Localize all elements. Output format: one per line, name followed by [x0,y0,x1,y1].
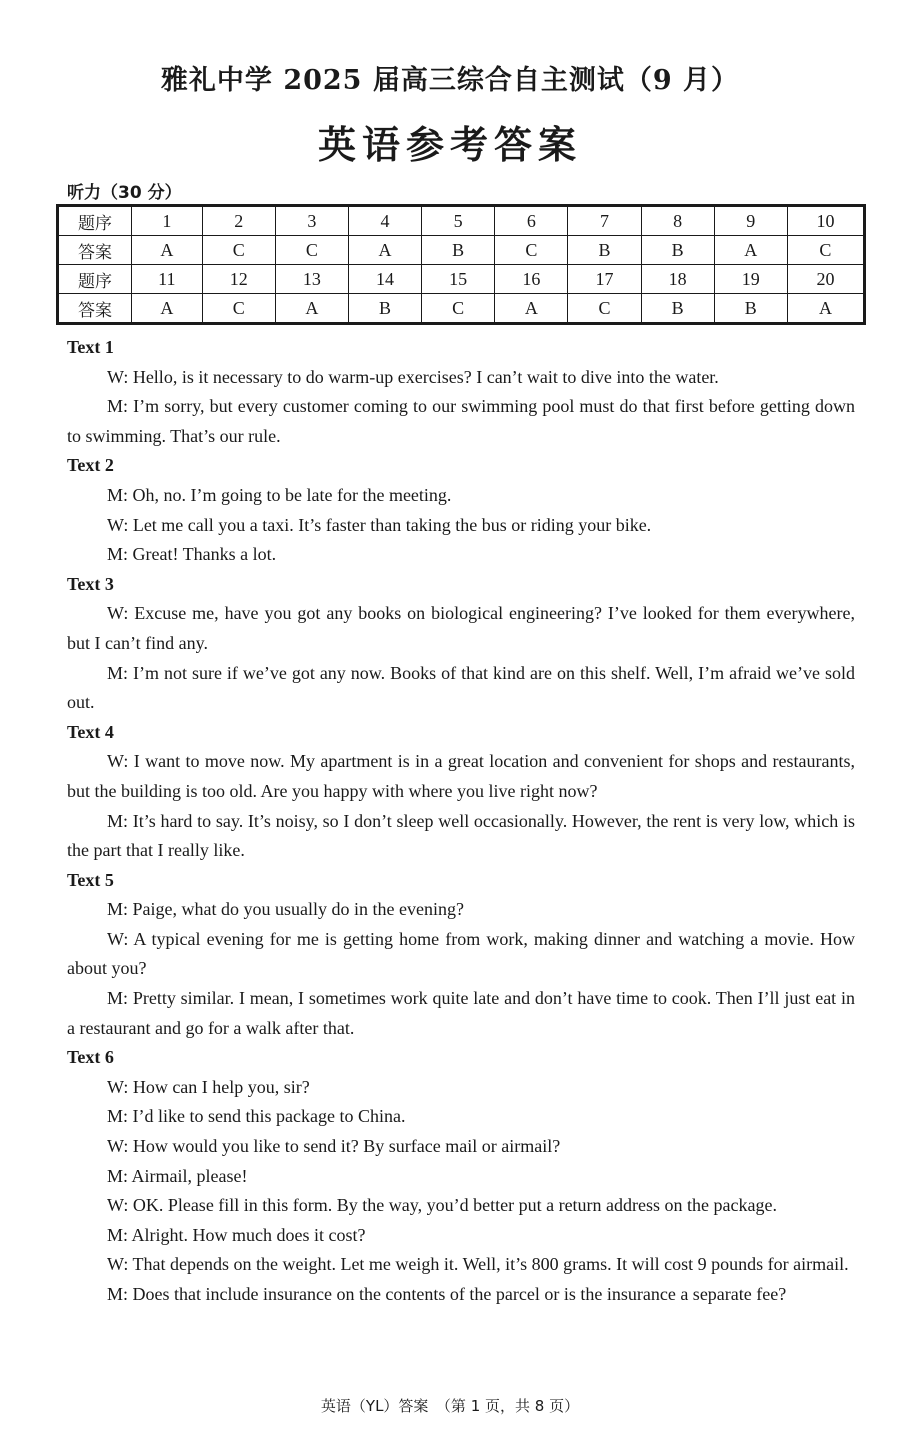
text-heading: Text 2 [67,455,114,476]
answer-table-cell: 4 [348,206,421,236]
dialogue-line: W: That depends on the weight. Let me weigh it. Well, it’s 800 grams. It will cost 9 pounds for airmail. [107,1254,849,1275]
page-footer: 英语（YL）答案 （第 1 页，共 8 页） [320,1397,580,1415]
answer-table-cell: 10 [787,206,864,236]
answer-table-row [58,236,865,265]
answer-table-cell: A [714,236,787,265]
answer-table-cell: 18 [641,265,714,294]
answer-table-cell: B [641,236,714,265]
answer-table-cell: 15 [422,265,495,294]
answer-table-cell: C [787,236,864,265]
answer-table-row [58,294,865,324]
answer-table-row [58,265,865,294]
answer-table-cell: C [202,294,275,324]
listening-transcript [67,333,855,1310]
dialogue-line: W: Excuse me, have you got any books on biological engineering? I’ve looked for them everywhere, but I can’t find any. [67,603,855,653]
answer-table-cell: B [641,294,714,324]
answer-table-cell: 6 [495,206,568,236]
dialogue-line: W: How can I help you, sir? [107,1076,310,1097]
answer-table-cell: B [348,294,421,324]
answer-table-cell: A [275,294,348,324]
text-heading: Text 1 [67,337,114,357]
answer-table-cell: C [202,236,275,265]
answer-table [56,204,866,325]
answer-table-cell: C [422,294,495,324]
answer-table-cell: B [714,294,787,324]
dialogue-line: M: I’m not sure if we’ve got any now. Books of that kind are on this shelf. Well, I’m afraid we’ve sold out. [67,662,855,713]
dialogue-line: W: How would you like to send it? By surface mail or airmail? [107,1136,561,1157]
dialogue-line: M: It’s hard to say. It’s noisy, so I don’t sleep well occasionally. However, the rent is very low, which is the part that I really like. [67,810,855,861]
dialogue-line: M: Airmail, please! [107,1165,248,1186]
dialogue-line: W: A typical evening for me is getting home from work, making dinner and watching a movie. How about you? [67,928,855,979]
answer-table-cell: 9 [714,206,787,236]
dialogue-line: M: Pretty similar. I mean, I sometimes work quite late and don’t have time to cook. Then I’ll just eat in a restaurant and go for a walk after that. [67,988,855,1038]
answer-table-cell: C [495,236,568,265]
text-heading: Text 3 [67,573,114,594]
text-heading: Text 5 [67,869,114,890]
answer-table-cell: 1 [132,206,203,236]
dialogue-line: W: Let me call you a taxi. It’s faster than taking the bus or riding your bike. [107,514,652,535]
dialogue-line: M: Great! Thanks a lot. [107,544,277,565]
answer-table-cell: 19 [714,265,787,294]
answer-table-cell: A [132,294,203,324]
answer-table-row-label: 题序 [58,206,132,236]
answer-table-cell: 11 [132,265,203,294]
answer-table-cell: 8 [641,206,714,236]
answer-table-cell: C [568,294,641,324]
text-heading: Text 6 [67,1047,114,1068]
answer-table-row-label: 题序 [58,265,132,294]
dialogue-line: M: Oh, no. I’m going to be late for the meeting. [107,484,452,505]
dialogue-line: M: I’d like to send this package to China. [107,1106,406,1127]
answer-table-cell: 13 [275,265,348,294]
answer-table-cell: 12 [202,265,275,294]
answer-table-cell: 16 [495,265,568,294]
answer-table-cell: 3 [275,206,348,236]
dialogue-line: W: OK. Please fill in this form. By the way, you’d better put a return address on the package. [107,1195,777,1216]
answer-table-cell: 2 [202,206,275,236]
answer-table-cell: B [568,236,641,265]
answer-table-cell: 5 [422,206,495,236]
answer-table-cell: 17 [568,265,641,294]
answer-table-cell: A [132,236,203,265]
answer-table-cell: 20 [787,265,864,294]
answer-table-cell: 14 [348,265,421,294]
answer-table-cell: A [787,294,864,324]
answer-table-cell: C [275,236,348,265]
answer-table-row-label: 答案 [58,236,132,265]
answer-table-cell: A [495,294,568,324]
answer-table-row-label: 答案 [58,294,132,324]
text-heading: Text 4 [67,721,114,742]
dialogue-line: M: Does that include insurance on the contents of the parcel or is the insurance a separate fee? [107,1284,787,1304]
answer-table-row [58,206,865,236]
answer-table-cell: B [422,236,495,265]
listening-section-heading: 听力（30 分） [67,183,182,203]
dialogue-line: M: Alright. How much does it cost? [107,1224,366,1245]
answer-table-cell: A [348,236,421,265]
answer-key-title: 英语参考答案 [317,123,582,167]
answer-table-cell: 7 [568,206,641,236]
exam-title: 雅礼中学 2025 届高三综合自主测试（9 月） [160,65,740,96]
dialogue-line: W: I want to move now. My apartment is in a great location and convenient for shops and restaurants, but the building is too old. Are you happy with where you live right now? [67,751,855,801]
dialogue-line: M: Paige, what do you usually do in the evening? [107,899,464,920]
dialogue-line: M: I’m sorry, but every customer coming to our swimming pool must do that first before getting down to swimming. That’s our rule. [67,396,855,446]
dialogue-line: W: Hello, is it necessary to do warm-up exercises? I can’t wait to dive into the water. [107,366,719,387]
